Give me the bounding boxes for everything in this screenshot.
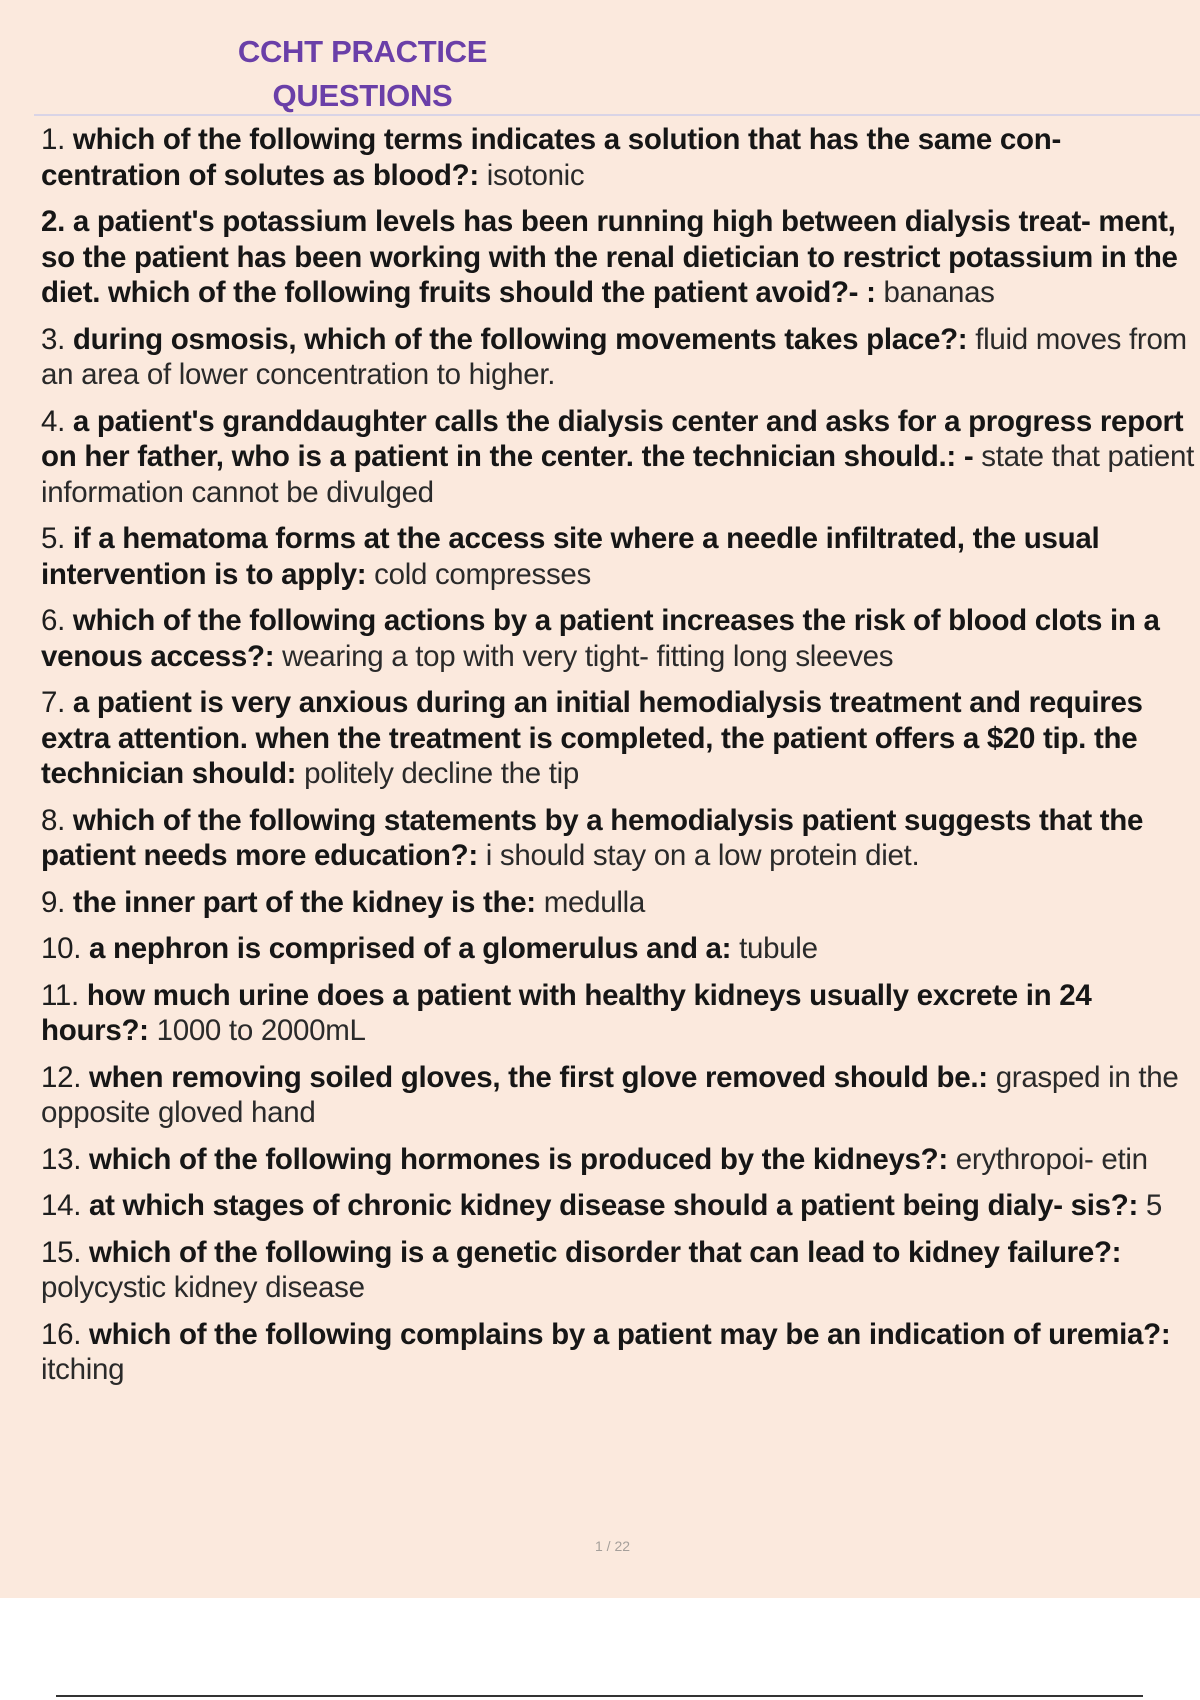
- question-text: a nephron is comprised of a glomerulus and a:: [89, 932, 732, 965]
- question-item-14: [41, 1188, 1196, 1224]
- answer-text: cold compresses: [374, 557, 591, 591]
- question-text: the inner part of the kidney is the:: [72, 885, 536, 919]
- question-number: 11.: [41, 978, 79, 1012]
- answer-text: medulla: [543, 885, 645, 919]
- question-text: a patient's granddaughter calls the dialysis center and asks for a progress report on her father, who is a patient in the center. the technician should.: -: [41, 404, 1184, 473]
- answer-text: 1000 to 2000mL: [156, 1014, 366, 1047]
- question-number: 6.: [41, 604, 66, 637]
- question-item-15: [41, 1235, 1196, 1306]
- question-number: 8.: [41, 803, 66, 837]
- answer-text: bananas: [883, 276, 995, 309]
- question-number: 15.: [41, 1235, 82, 1269]
- question-number: 4.: [41, 404, 66, 438]
- answer-text: erythropoi- etin: [955, 1142, 1148, 1176]
- document-title: [200, 30, 525, 118]
- question-number: 1.: [41, 123, 66, 156]
- question-number: 13.: [41, 1142, 82, 1176]
- question-text: a patient is very anxious during an initial hemodialysis treatment and requires extra attention. when the treatment is completed, the patient offers a $20 tip. the technician should:: [41, 686, 1143, 790]
- question-item-8: [41, 803, 1196, 874]
- answer-text: fluid moves from an area of lower concentration to higher.: [41, 322, 1187, 391]
- question-text: which of the following hormones is produced by the kidneys?:: [89, 1142, 948, 1176]
- question-text: which of the following is a genetic disorder that can lead to kidney failure?:: [89, 1235, 1122, 1269]
- answer-text: i should stay on a low protein diet.: [485, 839, 920, 872]
- question-item-3: [41, 322, 1196, 393]
- question-item-5: [41, 521, 1196, 592]
- page-bottom-divider: [56, 1695, 1143, 1697]
- answer-text: politely decline the tip: [304, 757, 579, 790]
- question-item-10: [41, 931, 1196, 967]
- question-number: 7.: [41, 686, 66, 719]
- question-number: 3.: [41, 322, 66, 356]
- question-item-9: [41, 885, 1196, 921]
- question-item-1: [41, 122, 1196, 193]
- question-text: during osmosis, which of the following movements takes place?:: [72, 322, 968, 356]
- answer-text: grasped in the opposite gloved hand: [41, 1060, 1179, 1129]
- answer-text: itching: [41, 1353, 125, 1386]
- question-text: which of the following complains by a patient may be an indication of uremia?:: [89, 1317, 1171, 1351]
- question-number: 10.: [41, 932, 82, 965]
- question-text: which of the following actions by a patient increases the risk of blood clots in a venous access?:: [41, 604, 1160, 673]
- title-divider: [34, 114, 1200, 116]
- question-text: which of the following statements by a hemodialysis patient suggests that the patient needs more education?:: [41, 803, 1144, 872]
- answer-text: polycystic kidney disease: [41, 1271, 365, 1304]
- answer-text: 5: [1145, 1189, 1163, 1222]
- answer-text: tubule: [739, 932, 818, 965]
- question-item-7: [41, 685, 1196, 792]
- question-number: 2.: [41, 205, 66, 238]
- answer-text: isotonic: [486, 158, 585, 192]
- question-text: a patient's potassium levels has been running high between dialysis treat- ment, so the patient has been working with the renal dietician to restrict potassium in the diet. which of the following fruits should the patient avoid?- :: [41, 205, 1178, 309]
- answer-text: state that patient information cannot be divulged: [41, 440, 1195, 509]
- question-item-12: [41, 1060, 1196, 1131]
- question-text: when removing soiled gloves, the first glove removed should be.:: [89, 1060, 988, 1094]
- question-number: 14.: [41, 1189, 82, 1222]
- question-number: 12.: [41, 1060, 82, 1094]
- title-line-1: CCHT PRACTICE: [237, 34, 488, 69]
- question-text: which of the following terms indicates a solution that has the same con- centration of solutes as blood?:: [41, 123, 1062, 192]
- question-item-13: [41, 1142, 1196, 1178]
- question-item-4: [41, 404, 1196, 511]
- question-number: 9.: [41, 885, 66, 919]
- question-text: at which stages of chronic kidney disease should a patient being dialy- sis?:: [89, 1189, 1138, 1222]
- question-item-16: [41, 1317, 1196, 1388]
- question-item-11: [41, 978, 1196, 1049]
- question-item-6: [41, 603, 1196, 674]
- question-text: how much urine does a patient with healthy kidneys usually excrete in 24 hours?:: [41, 978, 1092, 1047]
- question-number: 5.: [41, 522, 66, 555]
- page-indicator: 1 / 22: [594, 1538, 631, 1554]
- title-line-2: QUESTIONS: [272, 78, 453, 113]
- answer-text: wearing a top with very tight- fitting long sleeves: [282, 639, 894, 673]
- question-text: if a hematoma forms at the access site where a needle infiltrated, the usual intervention is to apply:: [41, 522, 1100, 591]
- question-item-2: [41, 204, 1196, 311]
- question-list: [41, 122, 1196, 1399]
- question-number: 16.: [41, 1317, 82, 1351]
